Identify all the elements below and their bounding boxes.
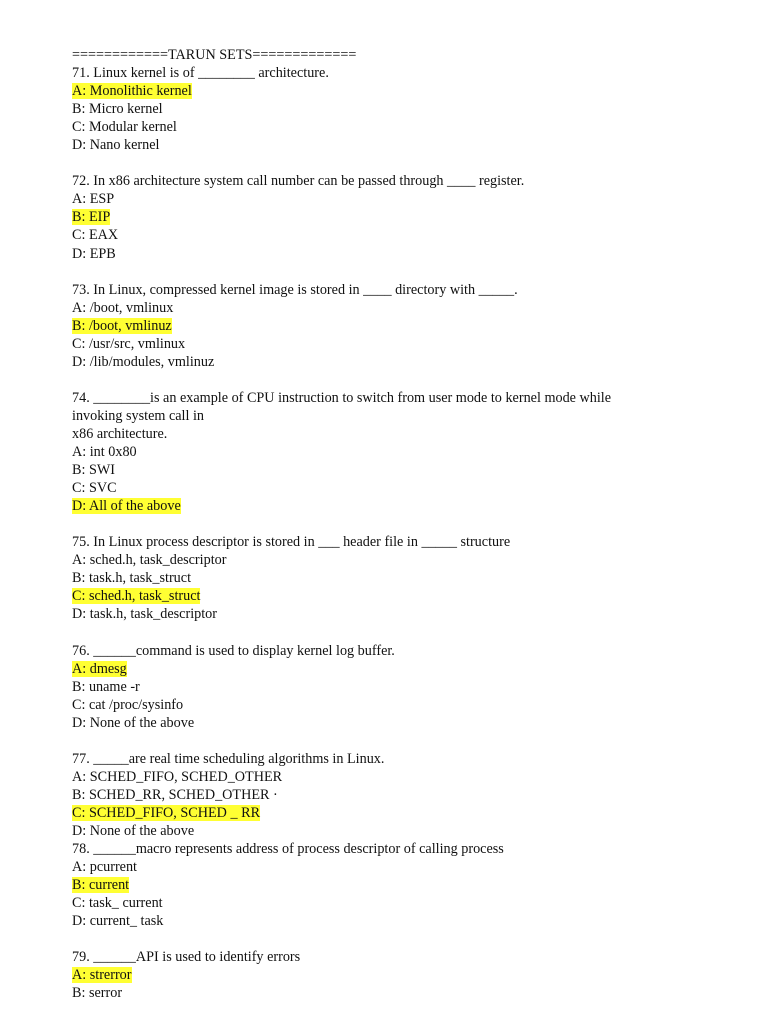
question-text: 78. ______macro represents address of process descriptor of calling process: [72, 841, 504, 858]
question-text: 76. ______command is used to display kernel log buffer.: [72, 642, 395, 659]
answer-option: [72, 605, 712, 623]
answer-option: [72, 786, 712, 804]
answer-option: [72, 299, 712, 317]
answer-option-text: D: task.h, task_descriptor: [72, 606, 217, 623]
answer-option-text: B: uname -r: [72, 678, 140, 695]
answer-option-text: A: /boot, vmlinux: [72, 299, 174, 316]
answer-option-highlighted: [72, 966, 712, 984]
answer-option: [72, 245, 712, 263]
answer-highlight: D: All of the above: [72, 498, 181, 515]
answer-option: [72, 678, 712, 696]
question-block: [72, 948, 712, 1002]
answer-option-text: A: int 0x80: [72, 444, 137, 461]
answer-option: [72, 443, 712, 461]
answer-option-text: A: ESP: [72, 191, 115, 208]
answer-option: [72, 100, 712, 118]
answer-option-text: C: task_ current: [72, 895, 163, 912]
answer-option-text: D: current_ task: [72, 913, 164, 930]
answer-option: [72, 569, 712, 587]
answer-option-text: D: None of the above: [72, 714, 195, 731]
question-block: [72, 533, 712, 623]
answer-option-text: C: /usr/src, vmlinux: [72, 335, 186, 352]
answer-option: [72, 714, 712, 732]
question-block: [72, 750, 712, 840]
answer-option-text: C: Modular kernel: [72, 119, 177, 136]
question-text: 71. Linux kernel is of ________ architecture.: [72, 65, 329, 82]
question-block: [72, 281, 712, 371]
answer-option-text: C: EAX: [72, 227, 119, 244]
answer-highlight: A: Monolithic kernel: [72, 83, 192, 100]
answer-highlight: B: EIP: [72, 209, 111, 226]
answer-option-text: B: SWI: [72, 462, 115, 479]
answer-option-highlighted: [72, 497, 712, 515]
answer-option-text: B: Micro kernel: [72, 101, 163, 118]
answer-option-highlighted: [72, 317, 712, 335]
answer-option: [72, 894, 712, 912]
answer-option-highlighted: [72, 804, 712, 822]
answer-option: [72, 479, 712, 497]
answer-option: [72, 768, 712, 786]
answer-option-text: B: task.h, task_struct: [72, 570, 192, 587]
answer-highlight: B: /boot, vmlinuz: [72, 317, 172, 334]
answer-option-text: B: SCHED_RR, SCHED_OTHER ·: [72, 786, 278, 803]
document-page: [72, 46, 712, 1002]
answer-option: [72, 136, 712, 154]
answer-option-text: A: SCHED_FIFO, SCHED_OTHER: [72, 768, 283, 785]
answer-option: [72, 822, 712, 840]
answer-option: [72, 912, 712, 930]
answer-option-text: A: pcurrent: [72, 859, 138, 876]
answer-highlight: A: strerror: [72, 967, 132, 984]
answer-option-text: C: SVC: [72, 480, 117, 497]
answer-option: [72, 190, 712, 208]
answer-highlight: C: SCHED_FIFO, SCHED _ RR: [72, 804, 261, 821]
answer-option: [72, 551, 712, 569]
answer-option: [72, 226, 712, 244]
answer-option-text: D: /lib/modules, vmlinuz: [72, 353, 215, 370]
answer-highlight: A: dmesg: [72, 660, 127, 677]
document-header: ============TARUN SETS=============: [72, 47, 357, 63]
question-block: [72, 172, 712, 262]
answer-option: [72, 858, 712, 876]
answer-option-highlighted: [72, 660, 712, 678]
question-block: [72, 64, 712, 154]
answer-option: [72, 353, 712, 371]
answer-option-highlighted: [72, 587, 712, 605]
answer-option: [72, 335, 712, 353]
answer-option-text: D: Nano kernel: [72, 137, 160, 154]
answer-option-text: C: cat /proc/sysinfo: [72, 696, 184, 713]
answer-option-highlighted: [72, 876, 712, 894]
answer-option-highlighted: [72, 82, 712, 100]
question-text: 74. ________is an example of CPU instruction to switch from user mode to kernel mode while: [72, 389, 612, 406]
question-text: 77. _____are real time scheduling algorithms in Linux.: [72, 750, 385, 767]
question-text: 73. In Linux, compressed kernel image is stored in ____ directory with _____.: [72, 281, 518, 298]
answer-option: [72, 984, 712, 1002]
answer-option: [72, 696, 712, 714]
answer-option-text: D: EPB: [72, 245, 116, 262]
question-block: [72, 642, 712, 732]
answer-option-text: B: serror: [72, 985, 123, 1002]
question-text: 79. ______API is used to identify errors: [72, 949, 301, 966]
question-block: [72, 389, 712, 515]
question-list: [72, 64, 712, 1002]
answer-option-text: D: None of the above: [72, 823, 195, 840]
question-text: 72. In x86 architecture system call number can be passed through ____ register.: [72, 173, 525, 190]
question-text: x86 architecture.: [72, 425, 168, 442]
question-block: [72, 840, 712, 930]
answer-highlight: B: current: [72, 877, 130, 894]
answer-option: [72, 118, 712, 136]
question-text: 75. In Linux process descriptor is stored in ___ header file in _____ structure: [72, 534, 511, 551]
answer-option: [72, 461, 712, 479]
answer-option-text: A: sched.h, task_descriptor: [72, 552, 227, 569]
answer-option-highlighted: [72, 208, 712, 226]
answer-highlight: C: sched.h, task_struct: [72, 588, 201, 605]
question-text: invoking system call in: [72, 407, 205, 424]
